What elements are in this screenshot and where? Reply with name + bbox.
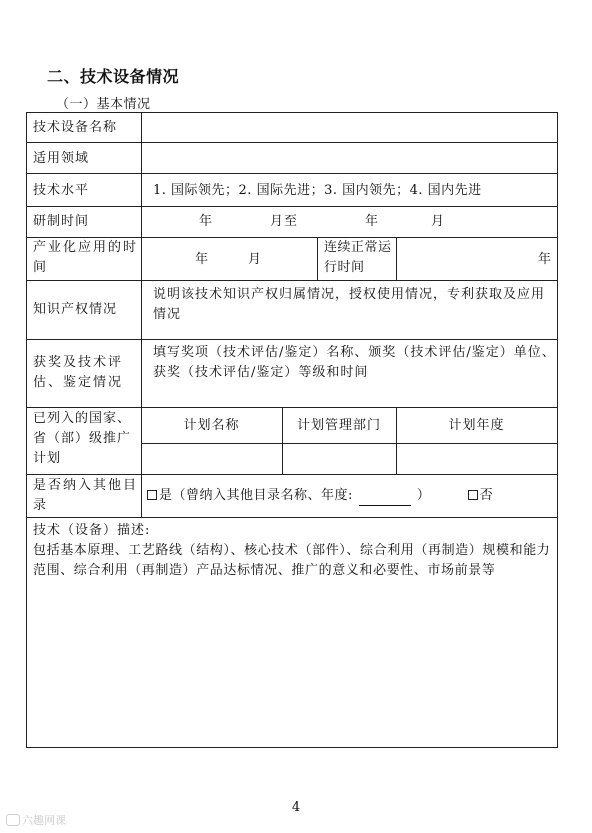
plan-label: 已列入的国家、省（部）级推广计划	[33, 411, 132, 466]
row-divider	[27, 517, 557, 518]
page-number: 4	[291, 800, 301, 815]
plan-name-header: 计划名称	[183, 418, 240, 433]
desc-label: 技术（设备）描述:	[33, 523, 151, 538]
plan-name-input[interactable]	[142, 444, 282, 474]
tech-name-label: 技术设备名称	[33, 120, 118, 135]
industry-time-label: 产业化应用的时间	[33, 240, 139, 275]
other-catalog-label: 是否纳入其他目录	[33, 478, 139, 513]
no-option-label: 否	[479, 488, 494, 503]
dev-year-unit: 年	[199, 214, 214, 229]
continuous-run-unit: 年	[538, 252, 553, 267]
basic-info-form	[26, 112, 558, 748]
col-divider	[317, 237, 318, 280]
plan-dept-header: 计划管理部门	[296, 418, 381, 433]
tech-name-field[interactable]	[147, 113, 557, 142]
plan-year-input[interactable]	[397, 444, 557, 474]
row-divider	[27, 474, 557, 475]
yes-option-label: 是（曾纳入其他目录名称、年度:	[159, 488, 353, 503]
field-input[interactable]	[147, 143, 557, 173]
plan-year-header: 计划年度	[448, 418, 505, 433]
award-description[interactable]: 填写奖项（技术评估/鉴定）名称、颁奖（技术评估/鉴定）单位、获奖（技术评估/鉴定）等级和时间	[153, 345, 556, 380]
watermark	[6, 812, 66, 828]
dev-year2-unit: 年	[365, 214, 380, 229]
row-divider	[27, 206, 557, 207]
dev-month2-unit: 月	[431, 214, 446, 229]
col-divider	[396, 237, 397, 280]
yes-option-close: ）	[416, 488, 431, 503]
subsection-title: （一）基本情况	[56, 97, 151, 112]
row-divider	[27, 339, 557, 340]
industry-month-unit: 月	[248, 252, 263, 267]
ip-label: 知识产权情况	[33, 302, 118, 317]
plan-dept-input[interactable]	[283, 444, 396, 474]
dev-month-to: 月至	[270, 214, 299, 229]
row-divider	[27, 407, 557, 408]
catalog-name-blank[interactable]	[359, 491, 411, 506]
level-label: 技术水平	[33, 183, 90, 198]
watermark-logo-icon	[6, 814, 20, 826]
yes-checkbox[interactable]	[147, 490, 157, 500]
field-label: 适用领域	[33, 151, 90, 166]
continuous-run-label: 连续正常运行时间	[324, 240, 392, 275]
row-divider	[27, 280, 557, 281]
dev-time-label: 研制时间	[33, 214, 90, 229]
row-divider	[27, 173, 557, 174]
award-label: 获奖及技术评估、鉴定情况	[33, 355, 124, 390]
industry-year-unit: 年	[195, 252, 210, 267]
desc-text[interactable]: 包括基本原理、工艺路线（结构）、核心技术（部件）、综合利用（再制造）规模和能力范围、综合利用（再制造）产品达标情况、推广的意义和必要性、市场前景等	[33, 543, 551, 578]
level-options[interactable]: 1. 国际领先；2. 国际先进；3. 国内领先；4. 国内先进	[153, 183, 482, 198]
no-checkbox[interactable]	[468, 490, 478, 500]
watermark-text: 六趣网课	[22, 814, 66, 827]
ip-description[interactable]: 说明该技术知识产权归属情况，授权使用情况，专利获取及应用情况	[153, 287, 546, 322]
other-catalog-options	[147, 486, 557, 506]
section-title: 二、技术设备情况	[47, 67, 180, 86]
